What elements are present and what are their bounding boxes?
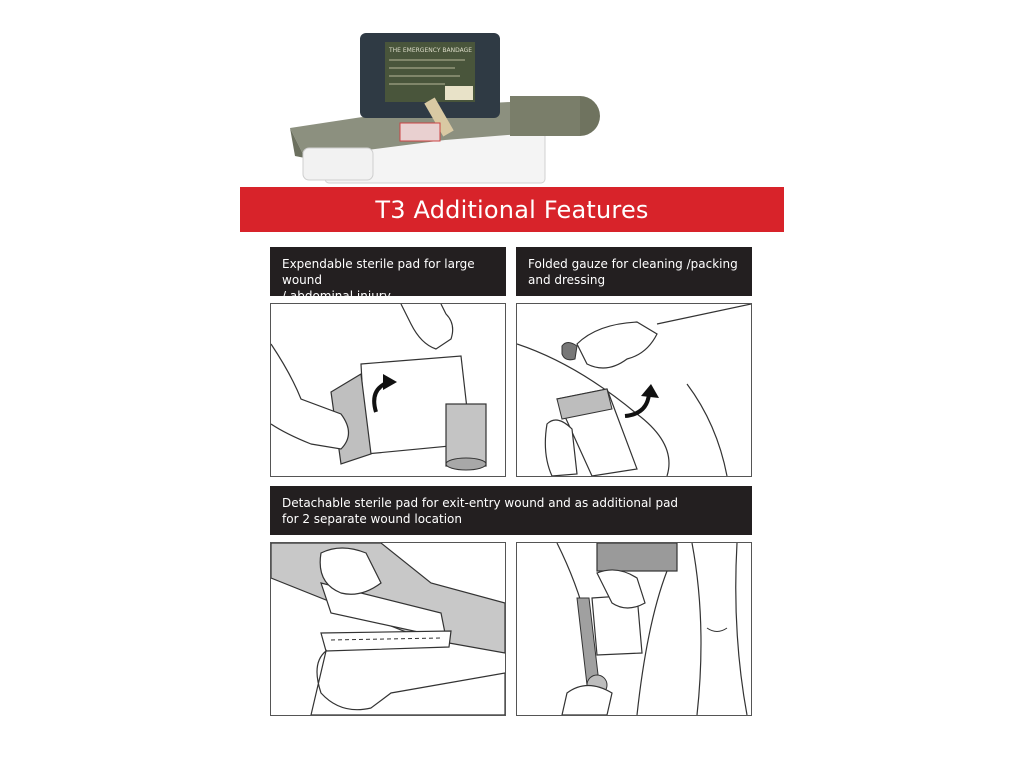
caption-line: Detachable sterile pad for exit-entry wound and as additional pad — [282, 496, 679, 510]
banner-title: T3 Additional Features — [375, 195, 649, 224]
product-photo — [285, 28, 605, 188]
illustration-detachable-pad-arm — [270, 542, 506, 716]
illustration-expendable-pad — [270, 303, 506, 477]
caption-line: for 2 separate wound location — [282, 512, 462, 526]
caption-line: Folded gauze for cleaning /packing — [528, 257, 738, 271]
caption-line: / abdominal injury — [282, 289, 391, 303]
caption-line: and dressing — [528, 273, 606, 287]
caption-folded-gauze — [516, 247, 752, 296]
illustration-detachable-pad-leg — [516, 542, 752, 716]
caption-line: Expendable sterile pad for large wound — [282, 257, 475, 287]
package-label: THE EMERGENCY BANDAGE — [389, 47, 473, 54]
illustration-folded-gauze — [516, 303, 752, 477]
features-banner — [240, 187, 784, 232]
caption-detachable-pad — [270, 486, 752, 535]
caption-expendable-pad — [270, 247, 506, 303]
